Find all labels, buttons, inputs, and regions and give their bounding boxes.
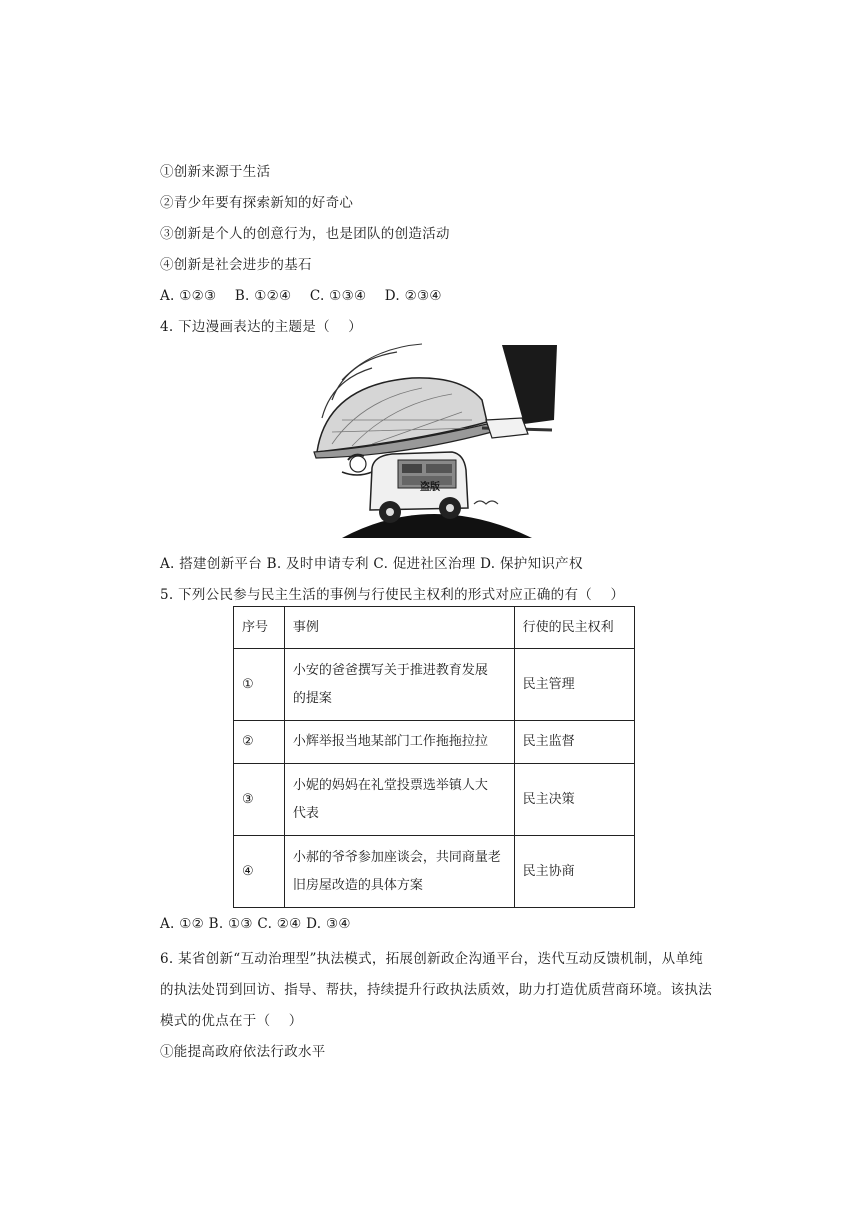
row-right: 民主监督 [514, 721, 634, 764]
header-number: 序号 [234, 607, 285, 649]
option-statement-1: ①创新来源于生活 [160, 164, 271, 180]
row-right: 民主协商 [514, 836, 634, 908]
cartoon-piracy-image [302, 340, 558, 540]
header-right: 行使的民主权利 [514, 607, 634, 649]
table-row [234, 649, 635, 721]
row-number: ① [234, 649, 285, 721]
question-4-stem: 4. 下边漫画表达的主题是（ ） [160, 319, 363, 335]
table-header-row [234, 607, 635, 649]
table-row [234, 764, 635, 836]
option-statement-4: ④创新是社会进步的基石 [160, 257, 312, 273]
row-number: ④ [234, 836, 285, 908]
option-statement-3: ③创新是个人的创意行为，也是团队的创造活动 [160, 226, 450, 242]
row-number: ② [234, 721, 285, 764]
row-right: 民主管理 [514, 649, 634, 721]
q6-option-statement-1: ①能提高政府依法行政水平 [160, 1044, 326, 1060]
row-right: 民主决策 [514, 764, 634, 836]
q4-answer-options: A. 搭建创新平台 B. 及时申请专利 C. 促进社区治理 D. 保护知识产权 [160, 556, 583, 572]
option-statement-2: ②青少年要有探索新知的好奇心 [160, 195, 354, 211]
q3-answer-options: A. ①②③ B. ①②④ C. ①③④ D. ②③④ [160, 288, 442, 304]
row-number: ③ [234, 764, 285, 836]
q5-answer-options: A. ①② B. ①③ C. ②④ D. ③④ [160, 916, 351, 932]
table-row [234, 721, 635, 764]
header-case: 事例 [284, 607, 514, 649]
democratic-rights-table [233, 606, 635, 908]
table-row [234, 836, 635, 908]
question-6-stem-line-3: 模式的优点在于（ ） [160, 1013, 303, 1029]
question-6-stem-line-2: 的执法处罚到回访、指导、帮扶，持续提升行政执法质效，助力打造优质营商环境。该执法 [160, 982, 712, 998]
row-case: 小妮的妈妈在礼堂投票选举镇人大 代表 [284, 764, 514, 836]
row-case: 小安的爸爸撰写关于推进教育发展 的提案 [284, 649, 514, 721]
question-5-stem: 5. 下列公民参与民主生活的事例与行使民主权利的形式对应正确的有（ ） [160, 587, 625, 603]
question-6-stem-line-1: 6. 某省创新“互动治理型”执法模式，拓展创新政企沟通平台，迭代互动反馈机制，从单纯 [160, 951, 704, 967]
row-case: 小郝的爷爷参加座谈会，共同商量老 旧房屋改造的具体方案 [284, 836, 514, 908]
row-case: 小辉举报当地某部门工作拖拖拉拉 [284, 721, 514, 764]
van-label: 盗版 [420, 482, 440, 493]
